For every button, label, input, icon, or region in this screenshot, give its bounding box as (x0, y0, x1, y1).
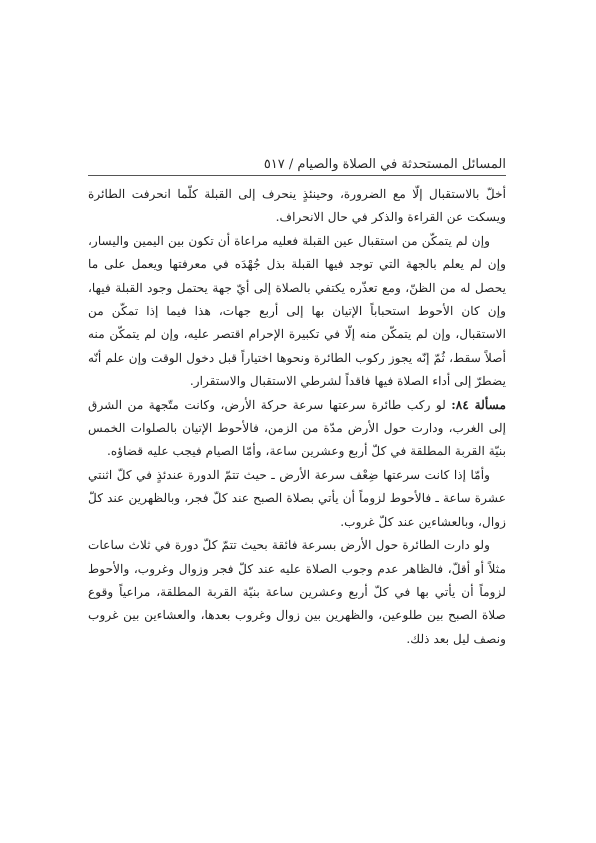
paragraph-text: وإن لم يتمكّن من استقبال عين القبلة فعليه مراعاة أن تكون بين اليمين واليسار، وإن لم يعلم بالجهة التي توجد فيها القبلة بذل جُهْدَه في معرفتها ويعمل على ما يحصل له من الظنّ، ومع تعذّره يكتفي بالصلاة إلى أيّ جهة يحتمل وجود القبلة فيها، وإن كان الأحوط استحباباً الإتيان بها إلى أربع جهات، هذا فيما إذا تمكّن من الاستقبال، وإن لم يتمكّن منه إلّا في تكبيرة الإحرام اقتصر عليه، وإن لم يتمكّن منه أصلاً سقط، ثُمّ إنّه يجوز ركوب الطائرة ونحوها اختياراً قبل دخول الوقت وإن علم أنّه يضطرّ إلى أداء الصلاة فيها فاقداً لشرطي الاستقبال والاستقرار. (88, 233, 506, 389)
issue-label: مسألة ٨٤: (451, 397, 506, 412)
header-divider (88, 175, 506, 176)
paragraph-text: لو ركب طائرة سرعتها سرعة حركة الأرض، وكانت متّجهة من الشرق إلى الغرب، ودارت حول الأرض مدّة من الزمن، فالأحوط الإتيان بالصلوات الخمس بنيّة القربة المطلقة في كلّ أربع وعشرين ساعة، وأمّا الصيام فيجب عليه قضاؤه. (88, 397, 506, 459)
running-header-title: المسائل المستحدثة في الصلاة والصيام (297, 157, 506, 172)
paragraph-text: ولو دارت الطائرة حول الأرض بسرعة فائقة بحيث تتمّ كلّ دورة في ثلاث ساعات مثلاً أو أقلّ، فالظاهر عدم وجوب الصلاة عليه عند كلّ فجر وزوال وغروب، والأحوط لزوماً أن يأتي بها في كلّ أربع وعشرين ساعة بنيّة القربة المطلقة، مراعياً وقوع صلاة الصبح بين طلوعين، والظهرين بين زوال وغروب بعدها، والعشاءين بين غروب ونصف ليل بعد ذلك. (88, 538, 506, 646)
paragraph-qibla (88, 230, 506, 394)
paragraph-fast-orbit (88, 534, 506, 651)
paragraph-double-speed (88, 464, 506, 534)
running-header (88, 150, 506, 172)
running-header-separator: / (284, 157, 298, 172)
paragraph-continued (88, 183, 506, 230)
paragraph-text: وأمّا إذا كانت سرعتها ضِعْف سرعة الأرض ـ حيث تتمّ الدورة عندئذٍ في كلّ اثنتي عشرة ساعة ـ فالأحوط لزوماً أن يأتي بصلاة الصبح عند كلّ فجر، وبالظهرين عند كلّ زوال، وبالعشاءين عند كلّ غروب. (88, 467, 506, 529)
page-number: ٥١٧ (263, 157, 285, 172)
page-body (88, 183, 506, 651)
paragraph-text: أخلّ بالاستقبال إلّا مع الضرورة، وحينئذٍ ينحرف إلى القبلة كلّما انحرفت الطائرة ويسكت عن القراءة والذكر في حال الانحراف. (88, 187, 506, 225)
paragraph-issue-84 (88, 394, 506, 464)
